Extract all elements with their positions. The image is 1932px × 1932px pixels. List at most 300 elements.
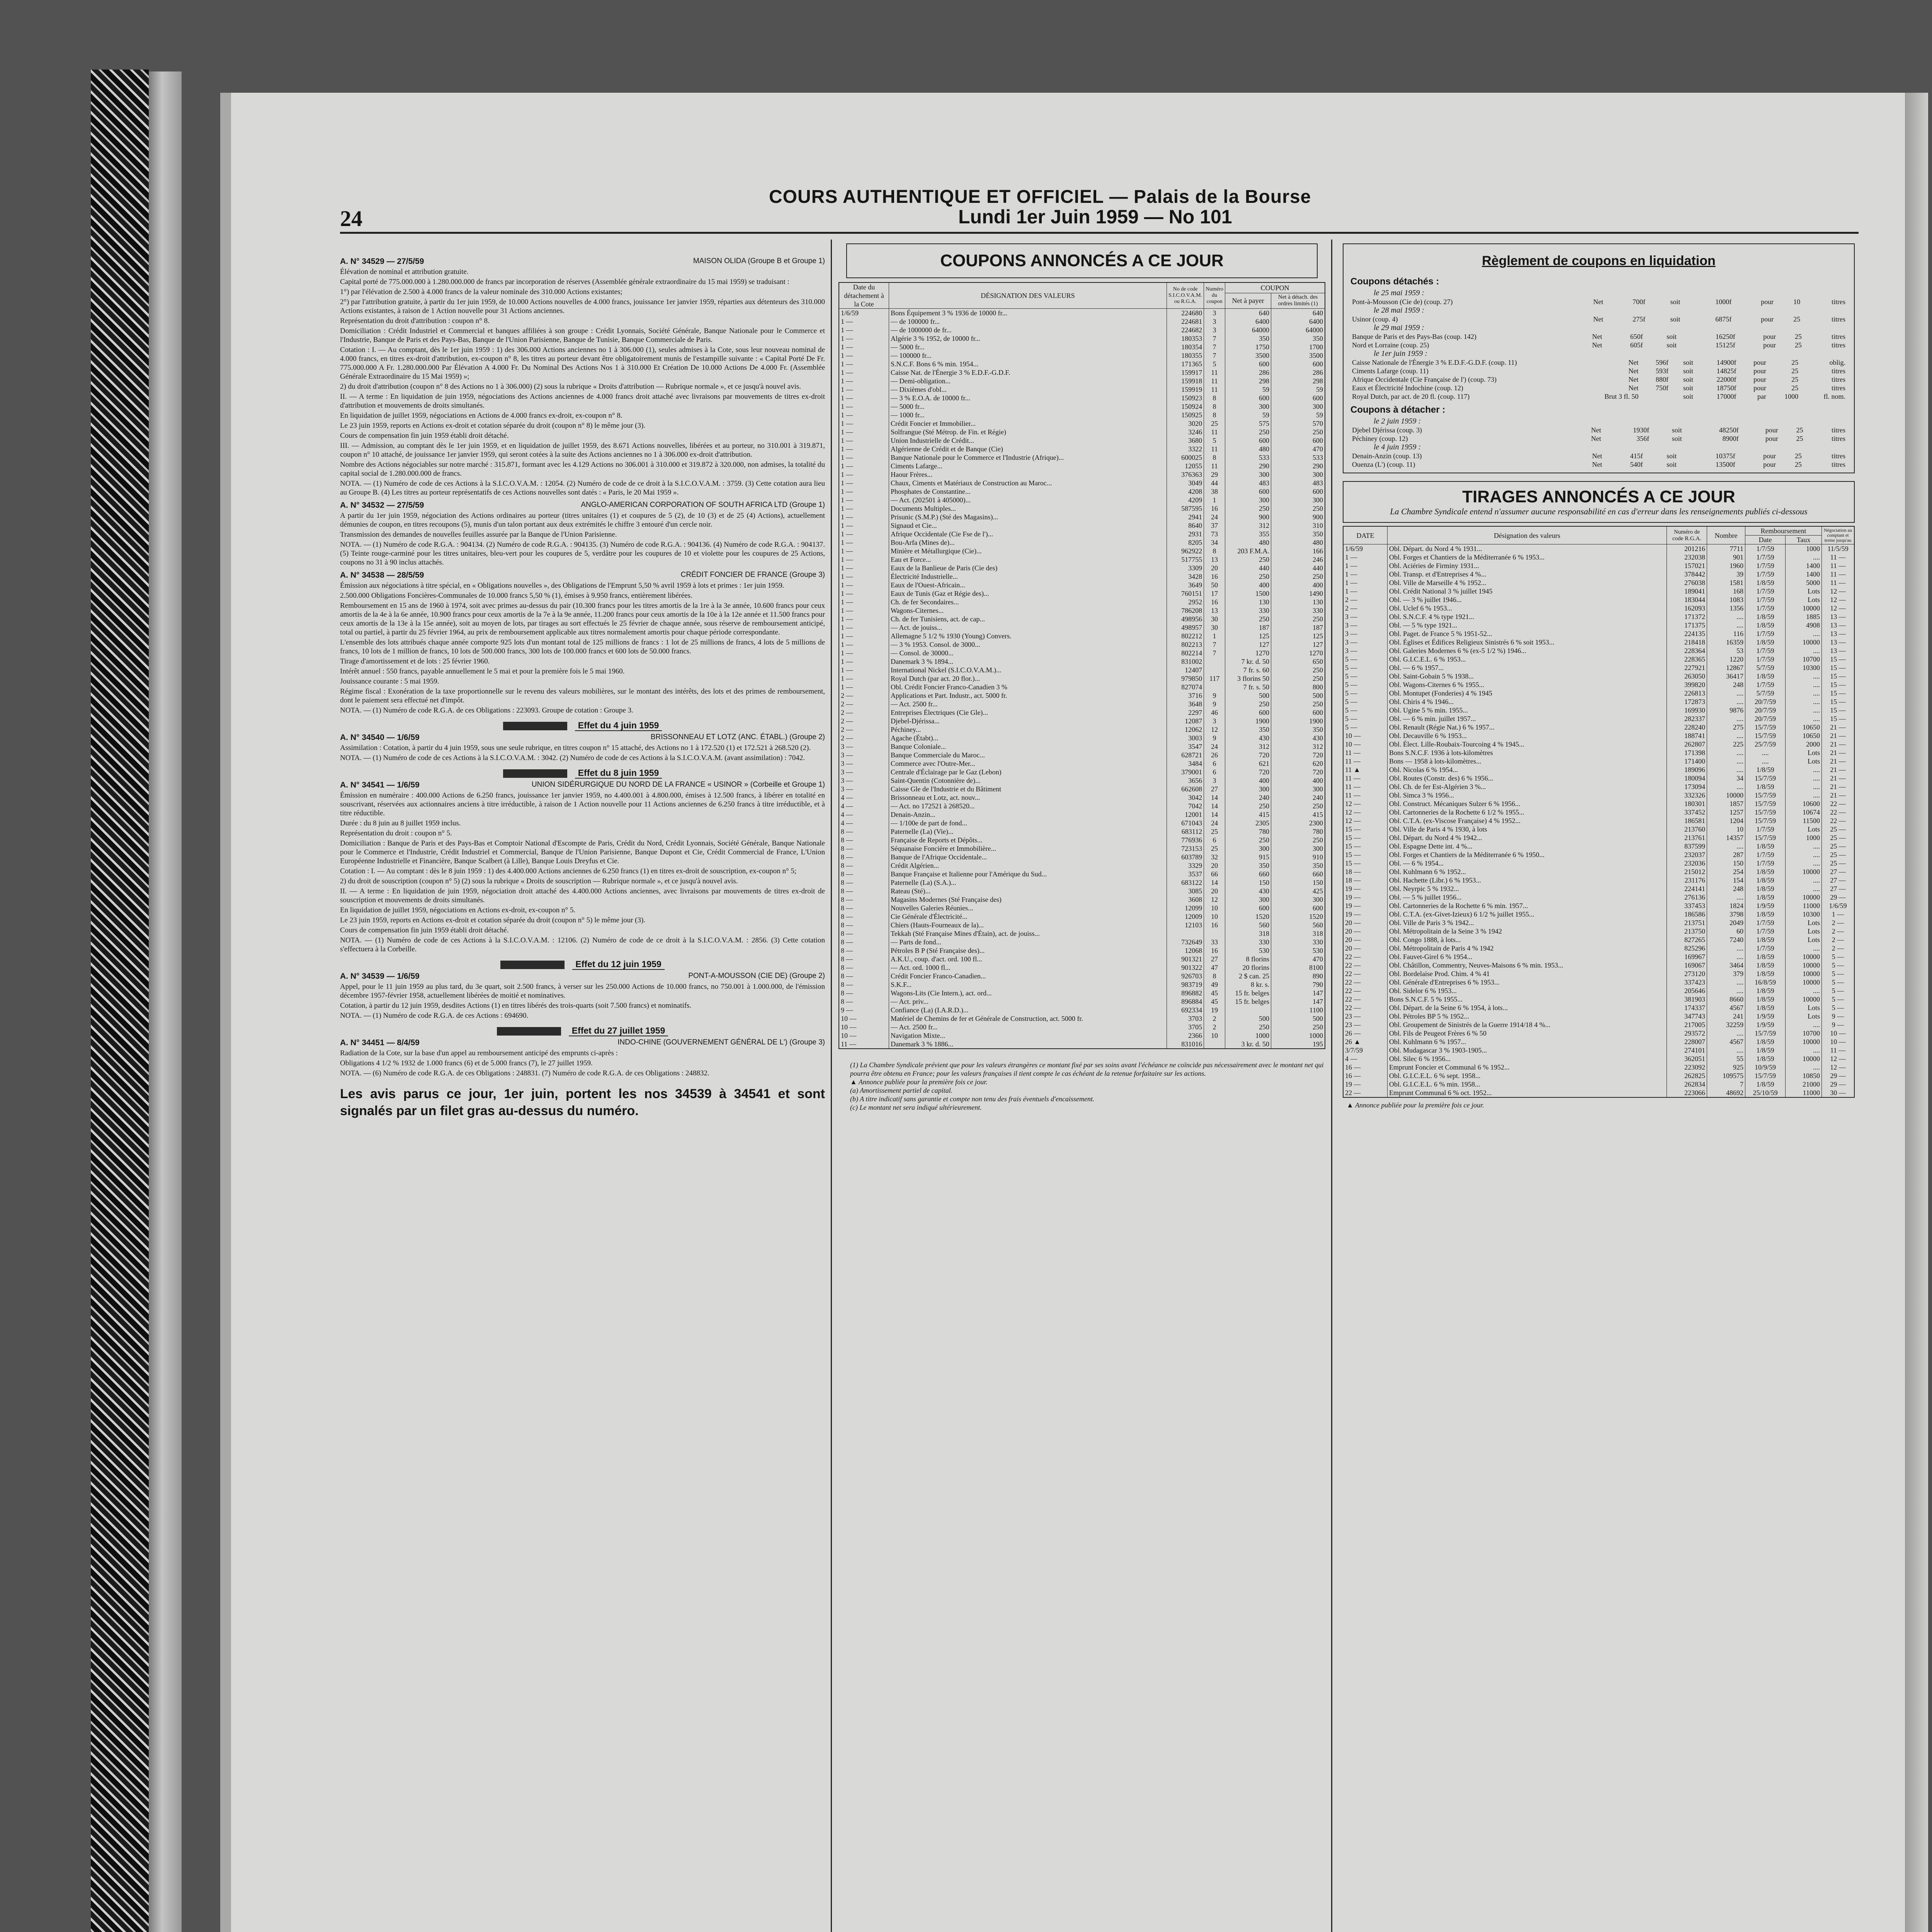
tirage-cell: 10 — [1822,1037,1855,1046]
tirage-row [1343,612,1854,621]
coupon-cell: 2 [1204,1014,1225,1023]
coupon-cell: 8 — [839,955,889,963]
coupon-cell: Rateau (Sté)... [889,887,1167,895]
tirage-cell: .... [1707,748,1745,757]
tirage-cell: 1/7/59 [1745,680,1786,689]
coupon-cell: 2300 [1271,819,1325,827]
coupon-cell: 8 [1204,972,1225,980]
tirage-cell: .... [1786,697,1822,706]
coupon-cell: Cie Générale d'Électricité... [889,912,1167,921]
notice-paragraph: L'ensemble des lots attribués chaque année comporte 925 lots d'un montant total de 125 millions de francs : 1 lot de 25 millions de francs, 4 lots de 5 millions de francs, 10 lots de 1 million de francs, 10 lots de 500.000 francs, 300 lots de 100.000 francs et 600 lots de 50.000 francs. [340,638,825,655]
reglement-cell: 25 [1793,315,1801,323]
reglement-cell: 650f [1630,333,1643,340]
tirage-cell: 215012 [1667,867,1707,876]
tirage-cell: 3 — [1343,646,1388,655]
coupon-cell: 1 — [839,445,889,453]
coupon-cell: 683112 [1167,827,1204,836]
tirage-cell: Obl. Decauville 6 % 1953... [1388,731,1667,740]
coupon-cell: 350 [1225,861,1271,870]
notice-paragraph: NOTA. — (1) Numéro de code de ces Actions à la S.I.C.O.V.A.M. : 12106. (2) Numéro de code de ce droit à la S.I.C.O.V.A.M. : 2856. (3) Cette cotation s'effectuera à la Corbeille. [340,936,825,953]
coupon-cell: 7 [1204,334,1225,343]
coupon-cell: 2 — [839,700,889,708]
tirage-cell: 12 — [1822,595,1855,604]
tirage-cell: 11 ▲ [1343,765,1388,774]
coupon-cell: 246 [1271,555,1325,564]
tirage-cell: 10000 [1786,893,1822,901]
coupon-cell: 1 — [839,385,889,394]
reglement-cell: 25 [1791,384,1799,392]
coupon-cell: 14 [1204,810,1225,819]
coupon-cell: 355 [1225,530,1271,538]
coupon-cell: 533 [1271,453,1325,462]
coupon-cell: 628721 [1167,751,1204,759]
coupon-cell: Union Industrielle de Crédit... [889,436,1167,445]
tirage-cell: 21 — [1822,765,1855,774]
tirage-cell: 10 — [1343,731,1388,740]
tirage-cell: 381903 [1667,995,1707,1003]
reglement-row [1350,384,1847,392]
coupon-row [839,759,1325,768]
notice-paragraph: Transmission des demandes de nouvelles feuilles assurée par la Banque de l'Union Parisienne. [340,531,617,539]
coupon-row [839,768,1325,776]
tirage-cell: 223092 [1667,1063,1707,1071]
tirage-cell: Obl. Pétroles BP 5 % 1952... [1388,1012,1667,1020]
tirage-cell: 1/8/59 [1745,952,1786,961]
tirage-cell: 12 — [1822,1054,1855,1063]
coupon-cell: Wagons-Citernes... [889,606,1167,615]
tirage-cell: 12867 [1707,663,1745,672]
reglement-date: le 25 mai 1959 : [1374,289,1425,297]
tirage-cell: 5 — [1822,978,1855,986]
tirage-cell: .... [1786,672,1822,680]
tirage-cell: 10000 [1786,1054,1822,1063]
coupon-cell: 786208 [1167,606,1204,615]
coupon-cell: 17 [1204,589,1225,598]
tirage-cell: .... [1707,757,1745,765]
coupon-cell: 46 [1204,708,1225,717]
tirage-cell: 5 — [1822,969,1855,978]
coupon-cell: 1 — [839,572,889,581]
coupon-cell: Danemark 3 % 1894... [889,657,1167,666]
tirage-row [1343,1020,1854,1029]
tirage-cell: Emprunt Foncier et Communal 6 % 1952... [1388,1063,1667,1071]
tirage-cell: Obl. — 3 % juillet 1946... [1388,595,1667,604]
coupon-cell: 350 [1225,334,1271,343]
coupon-row [839,351,1325,360]
tirage-cell: .... [1707,1046,1745,1054]
coupon-cell: 1 — [839,555,889,564]
col-coupon: COUPON [1225,282,1325,293]
tirage-row [1343,774,1854,782]
coupon-row [839,997,1325,1006]
tirage-cell: 10700 [1786,1029,1822,1037]
coupon-cell: Brissonneau et Lotz, act. nouv... [889,793,1167,802]
coupon-cell: 45 [1204,989,1225,997]
coupon-row [839,1031,1325,1040]
coupon-cell: 430 [1225,734,1271,742]
tirage-cell: 1/9/59 [1745,1020,1786,1029]
tirage-cell: 337453 [1667,901,1707,910]
coupon-cell: 8 [1204,402,1225,411]
tirage-cell: Obl. Aciéries de Firminy 1931... [1388,561,1667,570]
tirage-cell: 22 — [1343,1003,1388,1012]
tirage-cell: 276038 [1667,578,1707,587]
tirage-cell: 10000 [1786,1037,1822,1046]
tirage-cell: 10000 [1786,961,1822,969]
tirage-cell: Obl. Construct. Mécaniques Sulzer 6 % 1956... [1388,799,1667,808]
coupon-cell: 300 [1271,402,1325,411]
tirage-cell: 183044 [1667,595,1707,604]
coupon-cell: 8 — [839,963,889,972]
tirage-cell: Obl. Montupet (Fonderies) 4 % 1945 [1388,689,1667,697]
coupon-cell: 3 [1204,309,1225,318]
coupon-cell: 250 [1225,615,1271,623]
coupon-cell: Eaux de la Banlieue de Paris (Cie des) [889,564,1167,572]
reglement-cell: titres [1832,298,1845,306]
tirage-cell: 22 — [1343,952,1388,961]
tirage-cell: 1/7/59 [1745,825,1786,833]
notice-paragraph: En liquidation de juillet 1959, négociations en Actions de 4.000 francs ex-droit, ex-coupon n° 8. [340,412,622,420]
coupon-cell: 790 [1271,980,1325,989]
tirage-cell: 109575 [1707,1071,1745,1080]
tirage-cell: 10000 [1786,867,1822,876]
tirage-cell: Obl. Ville de Marseille 4 % 1952... [1388,578,1667,587]
coupon-cell: 300 [1271,895,1325,904]
coupon-cell: 1490 [1271,589,1325,598]
tirage-cell: 21000 [1786,1080,1822,1088]
coupon-row [839,453,1325,462]
coupon-cell: 350 [1271,861,1325,870]
reglement-cell: soit [1683,367,1694,375]
coupon-cell: 500 [1225,1014,1271,1023]
coupon-cell: 415 [1271,810,1325,819]
coupon-cell: 130 [1225,598,1271,606]
tirage-cell: 27 — [1822,884,1855,893]
tirage-cell: Obl. Chiris 4 % 1946... [1388,697,1667,706]
tirage-row [1343,672,1854,680]
coupon-row [839,334,1325,343]
coupon-cell: 19 [1204,1006,1225,1014]
coupon-row [839,725,1325,734]
coupon-cell: Banque Française et Italienne pour l'Amérique du Sud... [889,870,1167,878]
coupon-cell: 125 [1225,632,1271,640]
tirage-cell: Lots [1786,935,1822,944]
coupon-cell: 11 — [839,1040,889,1049]
column-rule-2 [1331,240,1332,1932]
coupon-row [839,989,1325,997]
reglement-cell: 8900f [1722,435,1739,442]
tirage-cell: 15 — [1343,842,1388,850]
coupon-cell: 8 — [839,912,889,921]
coupon-cell: 2 [1204,1023,1225,1031]
tirage-cell: 274101 [1667,1046,1707,1054]
tirage-cell: Obl. — 6 % 1954... [1388,859,1667,867]
coupon-cell: 250 [1225,504,1271,513]
notice-paragraph: Assimilation : Cotation, à partir du 4 juin 1959, sous une seule rubrique, en titres coupon n° 15 attaché, des Actions no 1 à 172.520 (1) et 172.521 à 268.520 (2). [340,744,811,752]
tirage-cell: 2049 [1707,918,1745,927]
coupon-cell: 3 [1204,717,1225,725]
coupon-cell: 300 [1225,785,1271,793]
coupon-cell [1204,929,1225,938]
coupon-cell: — Consol. de 30000... [889,649,1167,657]
tirage-cell: 15 — [1822,697,1855,706]
tirage-row [1343,1046,1854,1054]
tirage-cell: .... [1707,731,1745,740]
coupon-cell: A.K.U., coup. d'act. ord. 100 fl... [889,955,1167,963]
coupon-cell: Algérienne de Crédit et de Banque (Cie) [889,445,1167,453]
coupon-cell: Matériel de Chemins de fer et Générale de Construction, act. 5000 fr. [889,1014,1167,1023]
coupon-row [839,836,1325,844]
coupon-cell: 1750 [1225,343,1271,351]
coupon-cell: 3 — [839,742,889,751]
coupon-cell [1204,657,1225,666]
coupon-cell: 8 — [839,989,889,997]
coupon-cell: 180354 [1167,343,1204,351]
coupon-cell: 8 — [839,946,889,955]
coupon-row [839,887,1325,895]
tirage-cell: 224141 [1667,884,1707,893]
tirages-title: TIRAGES ANNONCÉS A CE JOUR [1462,487,1735,506]
coupon-cell: 2366 [1167,1031,1204,1040]
coupon-cell: 8 [1204,453,1225,462]
coupon-cell: Pétroles B P (Sté Française des)... [889,946,1167,955]
reglement-row [1350,452,1847,460]
tirage-cell: 10 — [1822,1029,1855,1037]
reglement-cell: titres [1832,426,1845,434]
coupon-cell: 1 — [839,547,889,555]
tirage-cell: 337452 [1667,808,1707,816]
coupon-cell: 2 $ can. 25 [1225,972,1271,980]
coupon-cell: 195 [1271,1040,1325,1049]
tirage-cell: 5/7/59 [1745,689,1786,697]
coupon-row [839,368,1325,377]
tirage-row [1343,765,1854,774]
coupon-cell: 7 [1204,351,1225,360]
notice-number: A. N° 34538 — 28/5/59 [340,571,424,580]
coupon-cell: 300 [1271,470,1325,479]
notice-paragraph: 1°) par l'élévation de 2.500 à 4.000 francs de la valeur nominale des 310.000 Actions existantes; [340,288,622,296]
coupon-cell: International Nickel (S.I.C.O.V.A.M.)... [889,666,1167,674]
tirage-cell: 1/7/59 [1745,595,1786,604]
tirage-cell: Obl. Ville de Paris 4 % 1930, à lots [1388,825,1667,833]
tirage-cell: .... [1707,612,1745,621]
coupon-cell: 1900 [1225,717,1271,725]
reglement-cell [1640,392,1670,401]
coupon-cell: 3329 [1167,861,1204,870]
tirage-cell: Obl. Départ. de la Seine 6 % 1954, à lots... [1388,1003,1667,1012]
tirage-cell: 15/7/59 [1745,816,1786,825]
coupon-cell: Allemagne 5 1/2 % 1930 (Young) Convers. [889,632,1167,640]
coupon-cell: 2 — [839,717,889,725]
coupon-cell: — 1000 fr... [889,411,1167,419]
tirage-row [1343,689,1854,697]
coupon-cell: 480 [1225,538,1271,547]
coupon-row [839,479,1325,487]
coupon-cell: 600 [1271,487,1325,496]
coupon-cell: 900 [1225,513,1271,521]
coupon-cell: Wagons-Lits (Cie Intern.), act. ord... [889,989,1167,997]
reglement-cell: soit [1683,384,1694,392]
coupon-cell: — Parts de fond... [889,938,1167,946]
tirage-row [1343,1003,1854,1012]
coupon-cell: 640 [1225,309,1271,318]
coupon-cell: 7 [1204,640,1225,649]
effect-bar [500,961,565,969]
tirage-row [1343,646,1854,655]
reglement-row [1350,460,1847,469]
tirage-cell: 10000 [1786,995,1822,1003]
coupon-cell: Bou-Arfa (Mines de)... [889,538,1167,547]
coupon-cell: Confiance (La) (I.A.R.D.)... [889,1006,1167,1014]
coupon-cell: 3716 [1167,691,1204,700]
tirage-cell: 19 — [1343,884,1388,893]
coupon-cell: 1 — [839,674,889,683]
reglement-box [1343,243,1855,473]
tirage-cell: 276136 [1667,893,1707,901]
tirage-cell: 21 — [1822,791,1855,799]
tirage-cell: 201216 [1667,544,1707,553]
tirage-cell: 12 — [1343,816,1388,825]
coupon-cell: — Act. de jouiss... [889,623,1167,632]
reglement-cell: 356f [1636,435,1650,442]
coupon-cell: 660 [1225,870,1271,878]
coupon-row [839,564,1325,572]
notice-paragraph: Radiation de la Cote, sur la base d'un appel au remboursement anticipé des emprunts ci-après : [340,1049,618,1057]
notice-entry [340,959,825,1020]
tirage-cell: 5 — [1343,723,1388,731]
tirage-cell: 1/8/59 [1745,986,1786,995]
coupon-cell: 203 F.M.A. [1225,547,1271,555]
tirage-cell: 15/7/59 [1745,774,1786,782]
reglement-cell: 25 [1796,426,1803,434]
coupon-cell: 910 [1271,853,1325,861]
coupon-cell [1225,1006,1271,1014]
coupon-cell: 1 — [839,581,889,589]
effect-date: Effet du 8 juin 1959 [575,768,662,779]
tirage-cell: 20/7/59 [1745,706,1786,714]
coupon-cell: 7 kr. d. 50 [1225,657,1271,666]
effect-heading [340,1026,825,1036]
coupon-cell: 9 [1204,700,1225,708]
tirage-row [1343,723,1854,731]
coupon-row [839,717,1325,725]
coupon-cell: 3537 [1167,870,1204,878]
coupon-cell: 3484 [1167,759,1204,768]
coupon-cell: 7 [1204,343,1225,351]
coupon-cell: 530 [1225,946,1271,955]
tirage-cell: 15 — [1343,859,1388,867]
tirage-cell: 11000 [1786,1088,1822,1097]
tir-col-remb-date: Date [1745,536,1786,544]
tirage-cell: 1000 [1786,544,1822,553]
coupon-row [839,615,1325,623]
notice-entry [340,1026,825,1078]
tirage-cell: .... [1786,876,1822,884]
coupon-cell: Ch. de fer Secondaires... [889,598,1167,606]
tirage-cell: 11 — [1822,1046,1855,1054]
coupons-title: COUPONS ANNONCÉS A CE JOUR [940,251,1224,270]
reglement-cell: Net [1628,384,1639,392]
reglement-cell: 700f [1633,298,1646,306]
tirage-cell: 21 — [1822,740,1855,748]
reglement-row [1350,426,1847,434]
notice-header [340,501,825,510]
coupon-cell: 896882 [1167,989,1204,997]
tirage-cell: Obl. Wagons-Citernes 6 % 1955... [1388,680,1667,689]
reglement-cell: Net [1591,426,1601,434]
tirage-cell: .... [1786,1020,1822,1029]
coupon-cell: 425 [1271,887,1325,895]
coupon-cell: 415 [1225,810,1271,819]
reglement-cell: Nord et Lorraine (coup. 25) [1352,341,1429,349]
tirage-cell: 1/7/59 [1745,850,1786,859]
coupon-cell: 732649 [1167,938,1204,946]
coupon-footnote: (a) Amortissement partiel de capital. [850,1087,953,1094]
tirage-cell: 1/7/59 [1745,646,1786,655]
tirage-cell: 11 — [1822,561,1855,570]
coupon-cell: 30 [1204,615,1225,623]
reglement-row [1350,332,1847,341]
tirage-cell: Obl. — 5 % juillet 1956... [1388,893,1667,901]
coupon-row [839,598,1325,606]
coupon-cell: 32 [1204,853,1225,861]
coupon-cell: 240 [1271,793,1325,802]
notice-entry [340,571,825,715]
coupon-row [839,419,1325,428]
tirage-cell: 13 — [1822,638,1855,646]
coupon-cell: Nouvelles Galeries Réunies... [889,904,1167,912]
tirage-cell: 186586 [1667,910,1707,918]
reglement-cell: 880f [1655,376,1668,383]
notice-paragraph: En liquidation de juillet 1959, négociations en Actions ex-droit, ex-coupon n° 5. [340,906,576,914]
notice-company: BRISSONNEAU ET LOTZ (ANC. ÉTABL.) (Groupe 2) [650,733,825,741]
coupon-cell: 1 — [839,351,889,360]
coupon-cell: 8 — [839,921,889,929]
coupon-cell: 64000 [1271,326,1325,334]
notice-paragraph: NOTA. — (1) Numéro de code de ces Actions à la S.I.C.O.V.A.M. : 12054. (2) Numéro de code de ce droit à la S.I.C.O.V.A.M. : 3759. (3) Cette cotation aura lieu au Groupe B. (4) Les titres au porteur représentatifs de ces Actions nouvelles sont datés : « Paris, le 20 Mai 1959 ». [340,480,825,497]
tirage-cell: 1/8/59 [1745,612,1786,621]
coupon-cell: 3428 [1167,572,1204,581]
tirage-cell: 2 — [1822,935,1855,944]
coupon-cell: 1 — [839,479,889,487]
coupon-cell: 3608 [1167,895,1204,904]
coupon-row [839,445,1325,453]
coupon-cell: 1270 [1225,649,1271,657]
tirage-cell: 5 — [1822,995,1855,1003]
coupon-row [839,785,1325,793]
tirage-row [1343,969,1854,978]
coupon-cell: 298 [1271,377,1325,385]
coupon-cell: 250 [1271,836,1325,844]
coupon-row [839,547,1325,555]
coupon-cell: 10 [1204,904,1225,912]
coupon-cell: 12407 [1167,666,1204,674]
coupon-row [839,555,1325,564]
coupon-cell: 600 [1271,360,1325,368]
coupon-cell: Afrique Occidentale (Cie Fse de l')... [889,530,1167,538]
coupon-cell: Agache (Étabt)... [889,734,1167,742]
tirage-cell: 22 — [1822,816,1855,825]
coupon-cell: 66 [1204,870,1225,878]
coupon-cell: 3049 [1167,479,1204,487]
tirage-cell: 186581 [1667,816,1707,825]
coupon-row [839,589,1325,598]
coupon-cell: 286 [1225,368,1271,377]
coupon-cell: 44 [1204,479,1225,487]
tirage-cell: 22 — [1343,961,1388,969]
tirage-row [1343,884,1854,893]
tirage-cell: 2 — [1822,944,1855,952]
